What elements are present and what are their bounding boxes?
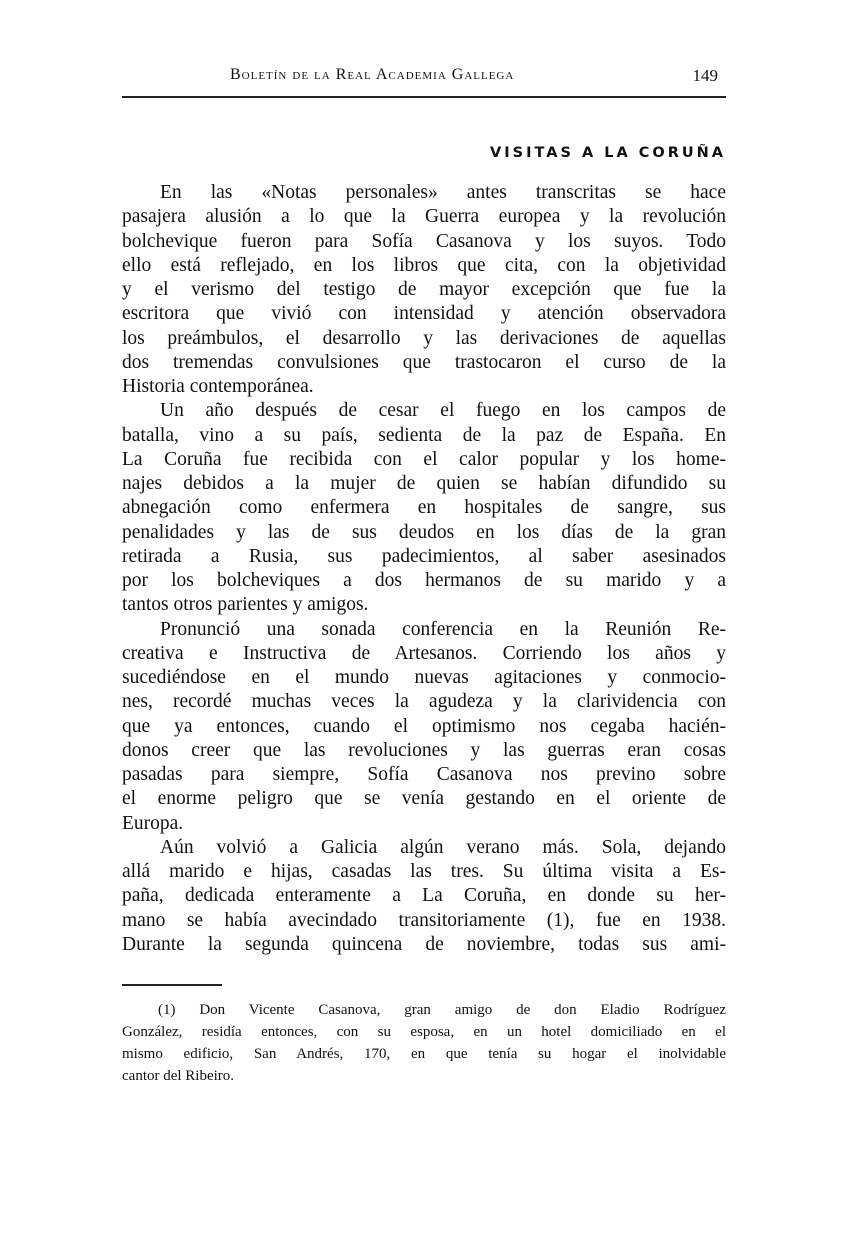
paragraph-line: Historia contemporánea. [122,376,314,397]
footnote-rule [122,984,222,986]
paragraph-line: Europa. [122,812,184,834]
paragraph-line: los preámbulos, el desarrollo y las derivaciones de aquellas [122,327,726,349]
body-text [122,181,726,957]
paragraph-line: bolchevique fueron para Sofía Casanova y los suyos. Todo [122,230,726,252]
header-rule [122,96,726,98]
paragraph-line: abnegación como enfermera en hospitales de sangre, sus [122,497,726,519]
paragraph-line: retirada a Rusia, sus padecimientos, al saber asesinados [122,545,726,567]
paragraph-line: por los bolcheviques a dos hermanos de su marido y a [122,570,726,591]
paragraph-line: allá marido e hijas, casadas las tres. Su última visita a Es- [122,861,726,882]
paragraph-line: batalla, vino a su país, sedienta de la paz de España. En [122,424,726,446]
page-number: 149 [692,66,718,85]
paragraph-line: donos creer que las revoluciones y las guerras eran cosas [122,739,726,761]
paragraph-line: En las «Notas personales» antes transcritas se hace [160,182,726,203]
footnote [122,999,726,1087]
paragraph-line: penalidades y las de sus deudos en los días de la gran [122,521,726,543]
paragraph-line: La Coruña fue recibida con el calor popular y los home- [122,448,726,470]
paragraph-line: escritora que vivió con intensidad y atención observadora [122,303,726,325]
paragraph-line: Aún volvió a Galicia algún verano más. Sola, dejando [160,836,726,858]
paragraph-line: y el verismo del testigo de mayor excepción que fue la [122,279,726,300]
paragraph-line: sucediéndose en el mundo nuevas agitaciones y conmocio- [122,667,726,688]
paragraph-line: pasajera alusión a lo que la Guerra europea y la revolución [122,206,726,228]
paragraph-line: tantos otros parientes y amigos. [122,594,369,616]
footnote-line: González, residía entonces, con su esposa, en un hotel domiciliado en el [122,1024,726,1040]
paragraph-line: Pronunció una sonada conferencia en la Reunión Re- [160,618,726,640]
paragraph-line: nes, recordé muchas veces la agudeza y la clarividencia con [122,691,726,713]
paragraph-line: ello está reflejado, en los libros que cita, con la objetividad [122,254,726,276]
paragraph-line: creativa e Instructiva de Artesanos. Corriendo los años y [122,642,726,664]
running-header [122,66,726,90]
paragraph-line: el enorme peligro que se venía gestando en el oriente de [122,788,726,810]
paragraph-line: Un año después de cesar el fuego en los campos de [160,400,726,422]
footnote-line: mismo edificio, San Andrés, 170, en que tenía su hogar el inolvidable [122,1046,726,1062]
running-title: Boletín de la Real Academia Gallega [230,66,515,83]
paragraph-line: paña, dedicada enteramente a La Coruña, en donde su her- [122,885,726,907]
paragraph-line: dos tremendas convulsiones que trastocaron el curso de la [122,351,726,373]
paragraph-line: pasadas para siempre, Sofía Casanova nos previno sobre [122,764,726,785]
paragraph-line: que ya entonces, cuando el optimismo nos cegaba hacién- [122,715,726,737]
paragraph-line: Durante la segunda quincena de noviembre, todas sus ami- [122,933,726,955]
footnote-line: cantor del Ribeiro. [122,1068,235,1084]
footnote-line: (1) Don Vicente Casanova, gran amigo de don Eladio Rodríguez [158,1002,726,1018]
section-title: VISITAS A LA CORUÑA [490,145,726,161]
paragraph-line: mano se había avecindado transitoriamente (1), fue en 1938. [122,909,726,931]
paragraph-line: najes debidos a la mujer de quien se habían difundido su [122,473,726,494]
